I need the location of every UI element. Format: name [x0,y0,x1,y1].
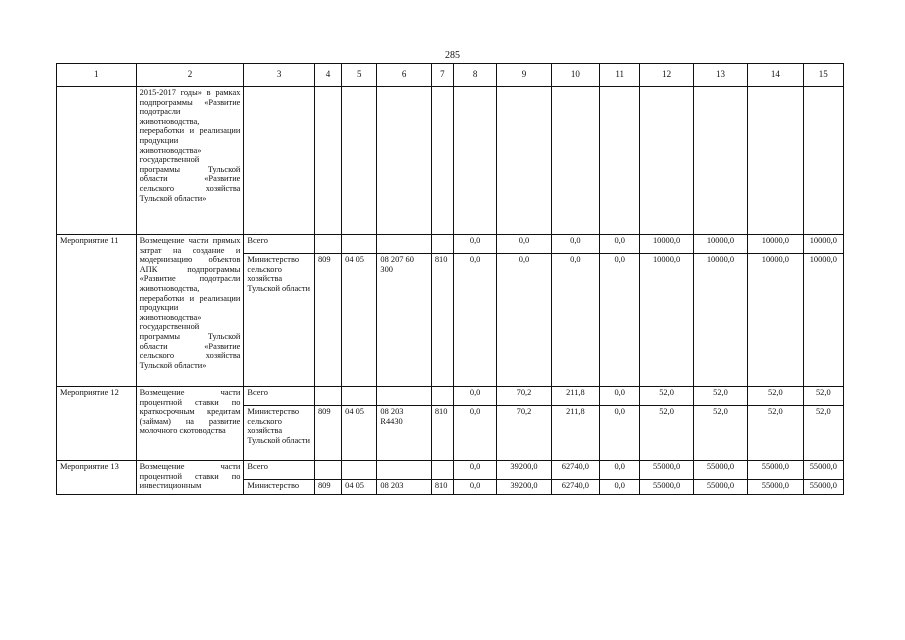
code-cell: 04 05 [342,254,377,387]
value-cell: 62740,0 [551,480,599,495]
column-header: 12 [640,64,693,87]
code-cell: 08 203 [377,480,431,495]
value-cell: 10000,0 [748,254,803,387]
value-cell: 52,0 [748,387,803,406]
measure-11-total-row [57,235,844,254]
value-cell: 0,0 [453,461,496,480]
column-header: 7 [431,64,453,87]
column-header: 14 [748,64,803,87]
code-cell: 809 [314,406,341,461]
value-cell: 52,0 [640,406,693,461]
value-cell: 0,0 [600,235,640,254]
code-cell: 04 05 [342,406,377,461]
value-cell: 70,2 [497,406,551,461]
value-cell: 0,0 [497,254,551,387]
value-cell: 0,0 [600,387,640,406]
measure-12-total-row [57,387,844,406]
value-cell: 55000,0 [748,461,803,480]
value-cell: 52,0 [803,406,843,461]
value-cell: 62740,0 [551,461,599,480]
value-cell: 39200,0 [497,480,551,495]
executor-cell: Министерство [244,480,315,495]
column-header: 2 [136,64,244,87]
code-cell: 810 [431,406,453,461]
code-cell: 809 [314,254,341,387]
value-cell: 0,0 [497,235,551,254]
value-cell: 0,0 [453,480,496,495]
value-cell: 0,0 [600,480,640,495]
value-cell: 0,0 [453,387,496,406]
measure-description-cell: Возмещение части процентной ставки по краткосрочным кредитам (займам) на развитие молочного скотоводства [136,387,244,461]
value-cell: 70,2 [497,387,551,406]
value-cell: 0,0 [600,461,640,480]
value-cell: 39200,0 [497,461,551,480]
code-cell: 04 05 [342,480,377,495]
measure-name-cell: Мероприятие 12 [57,387,137,461]
value-cell: 0,0 [453,406,496,461]
column-header: 5 [342,64,377,87]
executor-cell: Министерство сельского хозяйства Тульской области [244,254,315,387]
value-cell: 52,0 [803,387,843,406]
value-cell: 0,0 [453,254,496,387]
code-cell: 810 [431,254,453,387]
column-header: 8 [453,64,496,87]
value-cell: 10000,0 [803,235,843,254]
value-cell: 10000,0 [693,254,747,387]
measure-13-total-row [57,461,844,480]
column-header: 4 [314,64,341,87]
value-cell: 10000,0 [640,235,693,254]
executor-cell: Всего [244,461,315,480]
column-header: 9 [497,64,551,87]
value-cell: 55000,0 [803,461,843,480]
budget-table [56,63,844,495]
value-cell: 211,8 [551,387,599,406]
executor-cell: Всего [244,235,315,254]
value-cell: 52,0 [748,406,803,461]
value-cell: 55000,0 [803,480,843,495]
value-cell: 211,8 [551,406,599,461]
column-header: 3 [244,64,315,87]
code-cell: 08 207 60 300 [377,254,431,387]
value-cell: 0,0 [453,235,496,254]
value-cell: 0,0 [600,254,640,387]
code-cell: 08 203 R4430 [377,406,431,461]
measure-name-cell [57,87,137,235]
column-header: 10 [551,64,599,87]
measure-name-cell: Мероприятие 13 [57,461,137,495]
code-cell: 809 [314,480,341,495]
column-header: 1 [57,64,137,87]
value-cell: 55000,0 [640,461,693,480]
column-header: 11 [600,64,640,87]
value-cell: 52,0 [693,387,747,406]
value-cell: 55000,0 [640,480,693,495]
value-cell: 52,0 [693,406,747,461]
measure-description-cell: Возмещение части процентной ставки по инвестиционным [136,461,244,495]
measure-description-cell: Возмещение части прямых затрат на создание и модернизацию объектов АПК подпрограммы «Развитие подотрасли животноводства, переработки и реализации продукции животноводства» государственной программы Тульской области «Развитие сельского хозяйства Тульской области» [136,235,244,387]
column-header: 6 [377,64,431,87]
value-cell: 52,0 [640,387,693,406]
column-header: 13 [693,64,747,87]
executor-cell: Всего [244,387,315,406]
value-cell: 10000,0 [803,254,843,387]
value-cell: 0,0 [551,235,599,254]
measure-description-cell: 2015-2017 годы» в рамках подпрограммы «Развитие подотрасли животноводства, переработки и реализации продукции животноводства» государственной программы Тульской области «Развитие сельского хозяйства Тульской области» [136,87,244,235]
page-number: 285 [445,50,460,61]
value-cell: 10000,0 [748,235,803,254]
value-cell: 55000,0 [693,480,747,495]
value-cell: 55000,0 [748,480,803,495]
measure-name-cell: Мероприятие 11 [57,235,137,387]
executor-cell: Министерство сельского хозяйства Тульской области [244,406,315,461]
column-number-row [57,64,844,87]
column-header: 15 [803,64,843,87]
code-cell: 810 [431,480,453,495]
value-cell: 10000,0 [640,254,693,387]
value-cell: 0,0 [600,406,640,461]
value-cell: 0,0 [551,254,599,387]
continuation-row [57,87,844,235]
value-cell: 55000,0 [693,461,747,480]
value-cell: 10000,0 [693,235,747,254]
